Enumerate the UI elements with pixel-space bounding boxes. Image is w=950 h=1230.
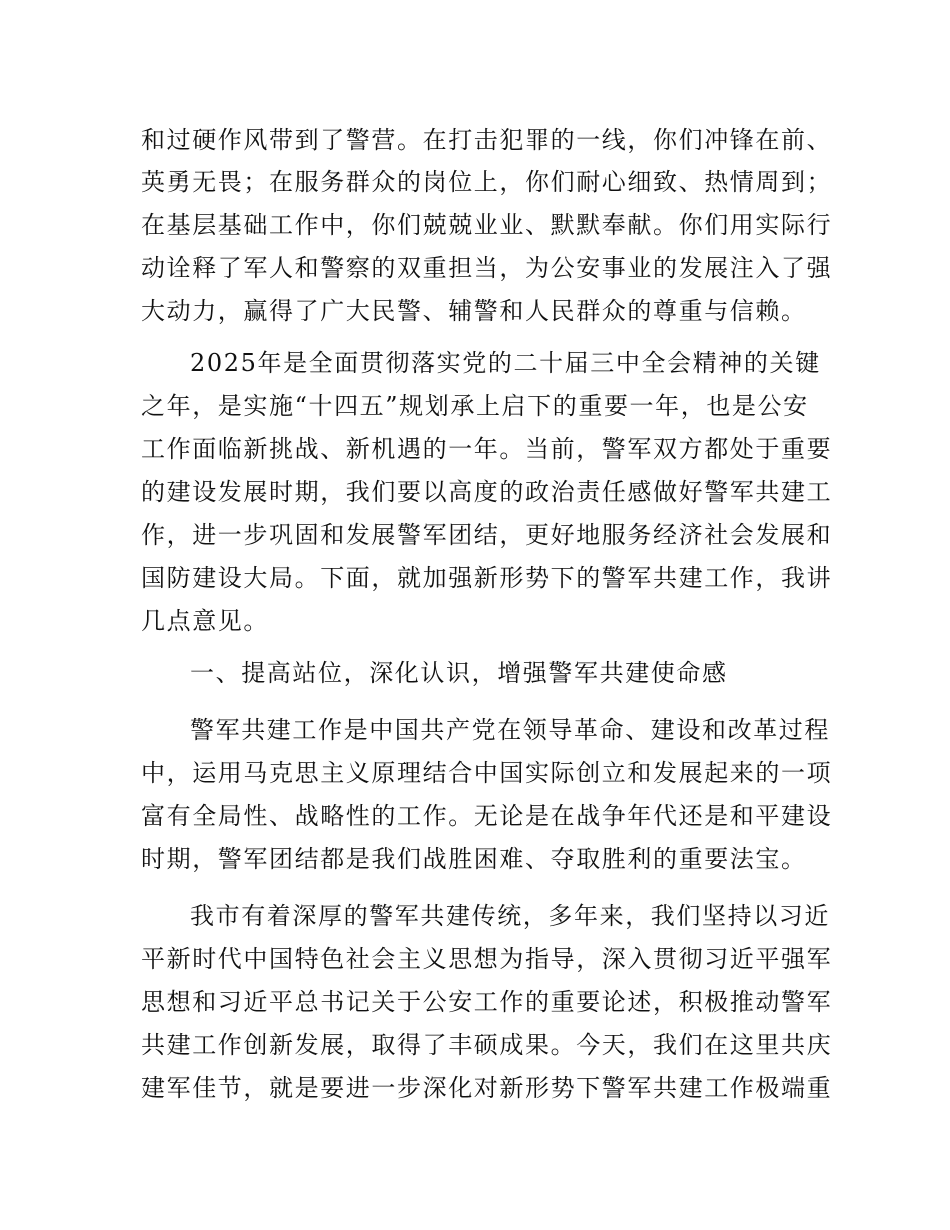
text-line: 在基层基础工作中，你们兢兢业业、默默奉献。你们用实际行 [141, 211, 833, 239]
text-line: 建军佳节，就是要进一步深化对新形势下警军共建工作极端重 [141, 1074, 833, 1102]
text-line: 平新时代中国特色社会主义思想为指导，深入贯彻习近平强军 [141, 945, 833, 973]
section-heading: 一、提高站位，深化认识，增强警军共建使命感 [190, 659, 728, 687]
text-line: 国防建设大局。下面，就加强新形势下的警军共建工作，我讲 [141, 564, 833, 592]
text-line: 工作面临新挑战、新机遇的一年。当前，警军双方都处于重要 [141, 435, 833, 463]
text-line: 之年，是实施“十四五”规划承上启下的重要一年，也是公安 [141, 392, 809, 420]
text-line: 大动力，赢得了广大民警、辅警和人民群众的尊重与信赖。 [141, 297, 807, 325]
text-line: 富有全局性、战略性的工作。无论是在战争年代还是和平建设 [141, 802, 833, 830]
text-line: 动诠释了军人和警察的双重担当，为公安事业的发展注入了强 [141, 254, 833, 282]
text-line: 时期，警军团结都是我们战胜困难、夺取胜利的重要法宝。 [141, 845, 807, 873]
text-line: 和过硬作风带到了警营。在打击犯罪的一线，你们冲锋在前、 [141, 126, 833, 154]
paragraph-start-line: 2025年是全面贯彻落实党的二十届三中全会精神的关键 [190, 349, 821, 377]
text-line: 共建工作创新发展，取得了丰硕成果。今天，我们在这里共庆 [141, 1031, 833, 1059]
text-line: 思想和习近平总书记关于公安工作的重要论述，积极推动警军 [141, 988, 833, 1016]
paragraph-start-line: 警军共建工作是中国共产党在领导革命、建设和改革过程 [190, 716, 830, 744]
text-line: 的建设发展时期，我们要以高度的政治责任感做好警军共建工 [141, 478, 833, 506]
paragraph-start-line: 我市有着深厚的警军共建传统，多年来，我们坚持以习近 [190, 902, 830, 930]
text-line: 中，运用马克思主义原理结合中国实际创立和发展起来的一项 [141, 759, 833, 787]
text-line: 英勇无畏；在服务群众的岗位上，你们耐心细致、热情周到； [141, 168, 833, 196]
text-line: 作，进一步巩固和发展警军团结，更好地服务经济社会发展和 [141, 521, 833, 549]
text-line: 几点意见。 [141, 607, 269, 635]
